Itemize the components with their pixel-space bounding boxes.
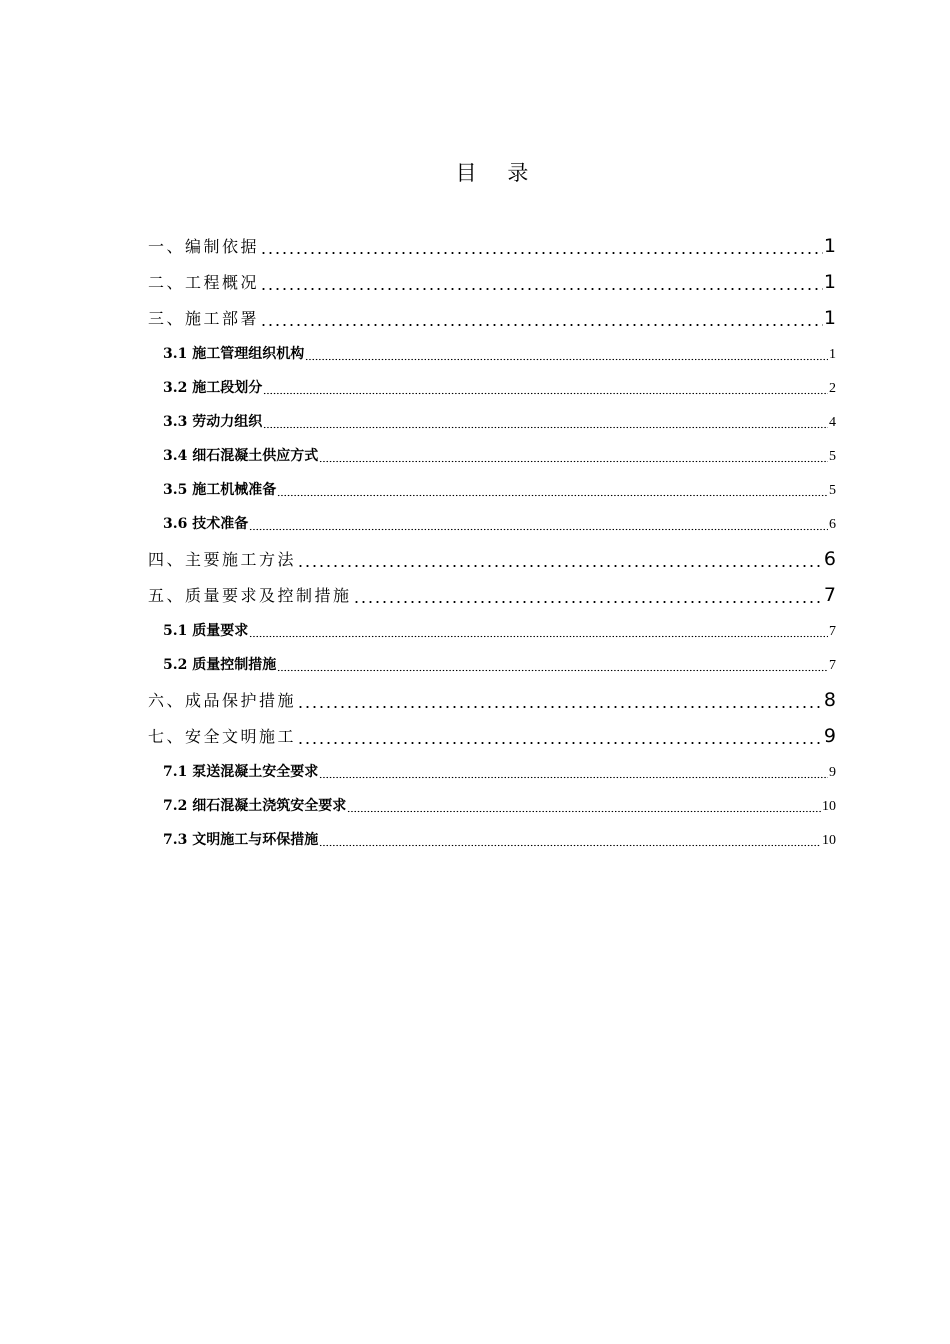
toc-entry-label: 7.1 泵送混凝土安全要求 — [163, 764, 319, 780]
toc-entry-3-4[interactable] — [163, 445, 836, 467]
dot-leader — [319, 761, 828, 783]
toc-entry-label: 四、主要施工方法 — [148, 550, 297, 569]
toc-title: 目 录 — [455, 161, 541, 185]
dot-leader — [260, 270, 823, 294]
toc-page-number: 1 — [829, 347, 836, 362]
dot-leader — [263, 377, 828, 399]
toc-page-number: 1 — [823, 307, 836, 329]
dot-leader — [277, 654, 828, 676]
toc-entry-label: 3.6 技术准备 — [163, 516, 249, 532]
toc-entry-7-2[interactable] — [163, 795, 836, 817]
toc-page-number: 7 — [823, 584, 836, 606]
toc-page-number: 4 — [829, 415, 836, 430]
dot-leader — [263, 411, 828, 433]
toc-page-number: 6 — [823, 548, 836, 570]
toc-page-number: 8 — [823, 689, 836, 711]
dot-leader — [305, 343, 828, 365]
dot-leader — [353, 583, 823, 607]
toc-entry-label: 5.2 质量控制措施 — [163, 657, 277, 673]
toc-page-number: 7 — [829, 658, 836, 673]
toc-entry-7-1[interactable] — [163, 761, 836, 783]
toc-entry-7[interactable] — [148, 724, 836, 748]
toc-page-number: 9 — [829, 765, 836, 780]
toc-entry-7-3[interactable] — [163, 829, 836, 851]
dot-leader — [260, 306, 823, 330]
toc-entry-3-6[interactable] — [163, 513, 836, 535]
toc-entry-5-1[interactable] — [163, 620, 836, 642]
toc-entry-label: 三、施工部署 — [148, 309, 260, 328]
toc-entry-label: 七、安全文明施工 — [148, 727, 297, 746]
dot-leader — [249, 513, 828, 535]
toc-entry-2[interactable] — [148, 270, 836, 294]
toc-entry-label: 一、编制依据 — [148, 237, 260, 256]
toc-entry-label: 7.3 文明施工与环保措施 — [163, 832, 319, 848]
dot-leader — [297, 547, 823, 571]
toc-page-number: 6 — [829, 517, 836, 532]
dot-leader — [249, 620, 828, 642]
toc-entry-5-2[interactable] — [163, 654, 836, 676]
dot-leader — [260, 234, 823, 258]
toc-entry-3-5[interactable] — [163, 479, 836, 501]
toc-entry-1[interactable] — [148, 234, 836, 258]
toc-page-number: 5 — [829, 483, 836, 498]
toc-page-number: 1 — [823, 235, 836, 257]
toc-page-number: 2 — [829, 381, 836, 396]
toc-page-number: 10 — [822, 833, 836, 848]
toc-entry-5[interactable] — [148, 583, 836, 607]
dot-leader — [319, 445, 828, 467]
toc-entry-label: 5.1 质量要求 — [163, 623, 249, 639]
toc-entry-label: 3.3 劳动力组织 — [163, 414, 263, 430]
toc-entry-label: 3.5 施工机械准备 — [163, 482, 277, 498]
toc-entry-label: 7.2 细石混凝土浇筑安全要求 — [163, 798, 347, 814]
toc-page-number: 9 — [823, 725, 836, 747]
toc-entry-label: 六、成品保护措施 — [148, 691, 297, 710]
toc-entry-3[interactable] — [148, 306, 836, 330]
toc-entry-label: 3.2 施工段划分 — [163, 380, 263, 396]
toc-page-number: 7 — [829, 624, 836, 639]
toc-entry-3-1[interactable] — [163, 343, 836, 365]
dot-leader — [297, 688, 823, 712]
toc-entry-label: 五、质量要求及控制措施 — [148, 586, 352, 605]
toc-page-number: 10 — [822, 799, 836, 814]
toc-entry-6[interactable] — [148, 688, 836, 712]
toc-entry-label: 3.1 施工管理组织机构 — [163, 346, 305, 362]
dot-leader — [347, 795, 821, 817]
toc-entry-label: 3.4 细石混凝土供应方式 — [163, 448, 319, 464]
toc-page-number: 5 — [829, 449, 836, 464]
toc-page-number: 1 — [823, 271, 836, 293]
dot-leader — [277, 479, 828, 501]
dot-leader — [297, 724, 823, 748]
toc-entry-label: 二、工程概况 — [148, 273, 260, 292]
toc-entry-3-2[interactable] — [163, 377, 836, 399]
toc-entry-4[interactable] — [148, 547, 836, 571]
dot-leader — [319, 829, 821, 851]
toc-entry-3-3[interactable] — [163, 411, 836, 433]
